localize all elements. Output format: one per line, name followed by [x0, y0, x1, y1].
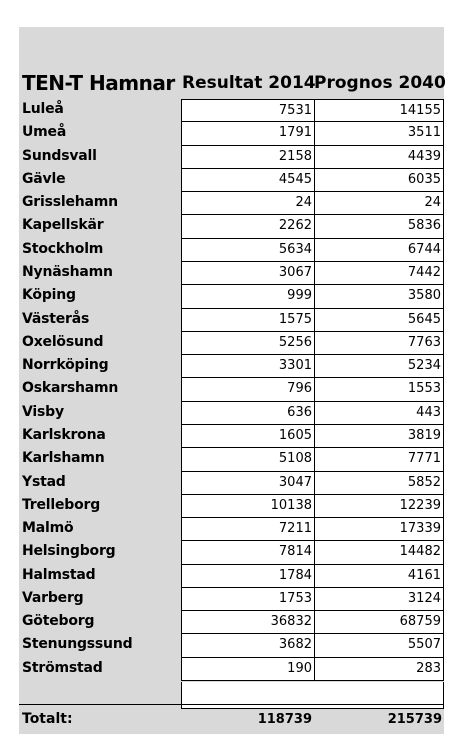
port-name: Gävle	[22, 170, 66, 187]
port-name: Helsingborg	[22, 543, 116, 560]
resultat-cell[interactable]: 3682	[181, 634, 314, 657]
resultat-cell[interactable]: 5634	[181, 239, 314, 262]
resultat-cell[interactable]: 190	[181, 658, 314, 681]
port-name: Västerås	[22, 310, 90, 327]
table-row	[19, 611, 444, 634]
prognos-cell[interactable]: 68759	[314, 611, 444, 634]
prognos-cell[interactable]: 283	[314, 658, 444, 681]
resultat-cell[interactable]: 999	[181, 285, 314, 308]
resultat-cell[interactable]: 3301	[181, 355, 314, 378]
table-row	[19, 378, 444, 401]
table-row	[19, 285, 444, 308]
table-row	[19, 472, 444, 495]
port-name: Norrköping	[22, 357, 109, 374]
port-name: Malmö	[22, 520, 74, 537]
prognos-cell[interactable]: 3511	[314, 122, 444, 145]
resultat-cell[interactable]: 4545	[181, 169, 314, 192]
table-row	[19, 192, 444, 215]
prognos-cell[interactable]: 24	[314, 192, 444, 215]
total-divider	[19, 704, 444, 705]
prognos-cell[interactable]: 6035	[314, 169, 444, 192]
resultat-cell[interactable]: 7211	[181, 518, 314, 541]
resultat-cell[interactable]: 1605	[181, 425, 314, 448]
port-name: Stenungssund	[22, 636, 133, 653]
table-row	[19, 588, 444, 611]
table-row	[19, 332, 444, 355]
prognos-cell[interactable]: 7771	[314, 448, 444, 471]
header-ports: TEN-T Hamnar	[22, 71, 175, 95]
prognos-cell[interactable]: 5645	[314, 309, 444, 332]
resultat-cell[interactable]: 10138	[181, 495, 314, 518]
resultat-cell[interactable]: 2262	[181, 215, 314, 238]
prognos-cell[interactable]: 3819	[314, 425, 444, 448]
table-row	[19, 309, 444, 332]
prognos-cell[interactable]: 12239	[314, 495, 444, 518]
header-resultat-2014: Resultat 2014	[182, 73, 316, 93]
resultat-cell[interactable]: 796	[181, 378, 314, 401]
table-row	[19, 495, 444, 518]
table-row	[19, 146, 444, 169]
resultat-cell[interactable]: 1784	[181, 565, 314, 588]
table-row	[19, 518, 444, 541]
table-row	[19, 99, 444, 122]
resultat-cell[interactable]: 5256	[181, 332, 314, 355]
table-row	[19, 448, 444, 471]
port-name: Karlskrona	[22, 426, 106, 443]
prognos-cell[interactable]: 17339	[314, 518, 444, 541]
table-row	[19, 425, 444, 448]
prognos-cell[interactable]: 4161	[314, 565, 444, 588]
port-name: Halmstad	[22, 566, 96, 583]
port-name: Trelleborg	[22, 496, 101, 513]
resultat-cell[interactable]: 636	[181, 402, 314, 425]
table-row	[19, 122, 444, 145]
table-header	[19, 69, 444, 99]
total-row	[19, 709, 444, 731]
prognos-cell[interactable]: 3124	[314, 588, 444, 611]
table-row	[19, 634, 444, 657]
resultat-cell[interactable]: 1753	[181, 588, 314, 611]
port-name: Kapellskär	[22, 217, 104, 234]
port-name: Umeå	[22, 124, 67, 141]
header-prognos-2040: Prognos 2040	[314, 73, 446, 93]
prognos-cell[interactable]: 5507	[314, 634, 444, 657]
table-row	[19, 658, 444, 681]
prognos-cell[interactable]: 1553	[314, 378, 444, 401]
resultat-cell[interactable]: 36832	[181, 611, 314, 634]
spreadsheet-table	[19, 27, 444, 734]
port-name: Ystad	[22, 473, 66, 490]
table-row	[19, 565, 444, 588]
prognos-cell[interactable]: 7763	[314, 332, 444, 355]
prognos-cell[interactable]: 14155	[314, 99, 444, 122]
resultat-cell[interactable]: 24	[181, 192, 314, 215]
total-label: Totalt:	[22, 711, 73, 727]
resultat-cell[interactable]: 3047	[181, 472, 314, 495]
table-body	[19, 99, 444, 681]
resultat-cell[interactable]: 3067	[181, 262, 314, 285]
port-name: Oxelösund	[22, 333, 104, 350]
table-row	[19, 215, 444, 238]
table-row	[19, 355, 444, 378]
table-row	[19, 239, 444, 262]
resultat-cell[interactable]: 2158	[181, 146, 314, 169]
prognos-cell[interactable]: 7442	[314, 262, 444, 285]
port-name: Varberg	[22, 589, 84, 606]
prognos-cell[interactable]: 443	[314, 402, 444, 425]
resultat-cell[interactable]: 7814	[181, 541, 314, 564]
table-row	[19, 169, 444, 192]
total-resultat: 118739	[257, 712, 312, 727]
prognos-cell[interactable]: 3580	[314, 285, 444, 308]
prognos-cell[interactable]: 6744	[314, 239, 444, 262]
port-name: Grisslehamn	[22, 194, 118, 211]
prognos-cell[interactable]: 14482	[314, 541, 444, 564]
prognos-cell[interactable]: 4439	[314, 146, 444, 169]
resultat-cell[interactable]: 1791	[181, 122, 314, 145]
port-name: Karlshamn	[22, 450, 105, 467]
port-name: Strömstad	[22, 659, 103, 676]
prognos-cell[interactable]: 5852	[314, 472, 444, 495]
resultat-cell[interactable]: 1575	[181, 309, 314, 332]
prognos-cell[interactable]: 5836	[314, 215, 444, 238]
table-row	[19, 541, 444, 564]
total-prognos: 215739	[387, 712, 442, 727]
port-name: Oskarshamn	[22, 380, 119, 397]
port-name: Stockholm	[22, 240, 104, 257]
prognos-cell[interactable]: 5234	[314, 355, 444, 378]
port-name: Nynäshamn	[22, 263, 113, 280]
port-name: Göteborg	[22, 613, 95, 630]
port-name: Luleå	[22, 101, 64, 117]
port-name: Sundsvall	[22, 147, 97, 164]
resultat-cell[interactable]: 5108	[181, 448, 314, 471]
port-name: Visby	[22, 403, 64, 420]
table-row	[19, 402, 444, 425]
resultat-cell[interactable]: 7531	[181, 99, 314, 122]
table-row	[19, 262, 444, 285]
port-name: Köping	[22, 287, 76, 304]
